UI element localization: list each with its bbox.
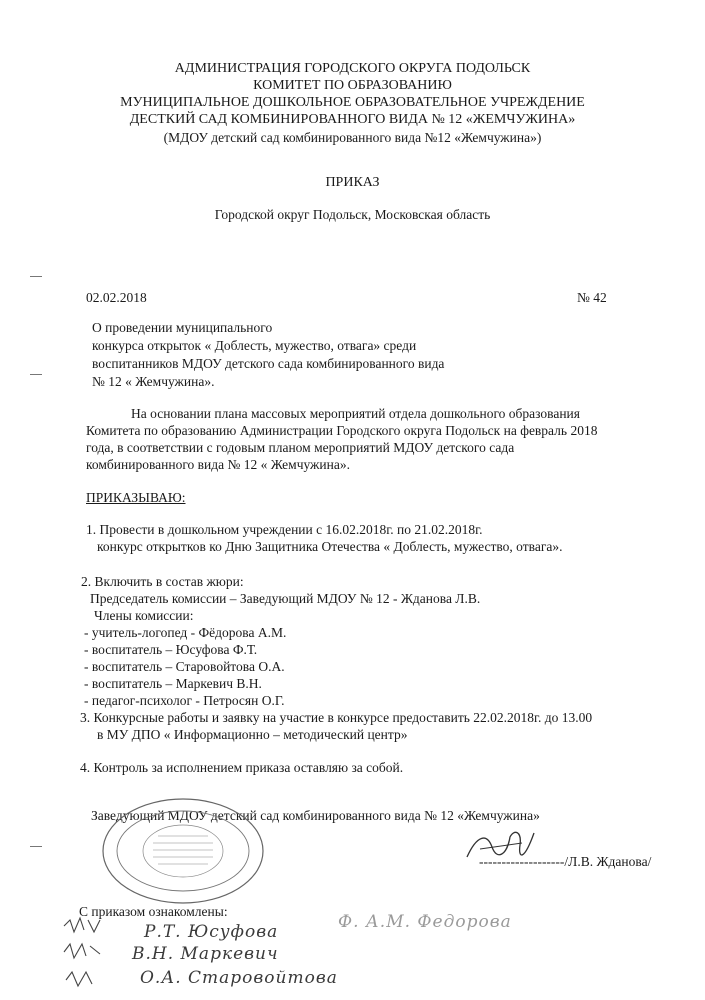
handwritten-signature-4: Ф. А.М. Федорова xyxy=(338,912,512,932)
member-4: - воспитатель – Маркевич В.Н. xyxy=(84,676,262,691)
header-line-3: МУНИЦИПАЛЬНОЕ ДОШКОЛЬНОЕ ОБРАЗОВАТЕЛЬНОЕ УЧРЕЖДЕНИЕ xyxy=(120,95,585,110)
members-label: Члены комиссии: xyxy=(94,608,194,623)
order-date: 02.02.2018 xyxy=(86,290,147,305)
signatory-position: Заведующий МДОУ детский сад комбинированного вида № 12 «Жемчужина» xyxy=(91,808,540,823)
subject-line-1: О проведении муниципального xyxy=(92,320,273,335)
preamble-line-4: комбинированного вида № 12 « Жемчужина». xyxy=(86,457,350,472)
acquainted-label: С приказом ознакомлены: xyxy=(79,904,228,919)
item-1-line-1: 1. Провести в дошкольном учреждении с 16.02.2018г. по 21.02.2018г. xyxy=(86,522,483,537)
item-3-line-1: 3. Конкурсные работы и заявку на участие в конкурсе предоставить 22.02.2018г. до 13.00 xyxy=(80,710,593,725)
item-3-line-2: в МУ ДПО « Информационно – методический центр» xyxy=(97,727,408,742)
initials-scribble-icon xyxy=(60,914,110,994)
subject-line-4: № 12 « Жемчужина». xyxy=(92,374,215,389)
location: Городской округ Подольск, Московская область xyxy=(214,207,491,222)
member-2: - воспитатель – Юсуфова Ф.Т. xyxy=(84,642,258,657)
subject-line-3: воспитанников МДОУ детского сада комбинированного вида xyxy=(92,356,445,371)
document-type: ПРИКАЗ xyxy=(325,175,380,190)
item-1-line-2: конкурс открытков ко Дню Защитника Отечества « Доблесть, мужество, отвага». xyxy=(97,539,563,554)
order-word: ПРИКАЗЫВАЮ: xyxy=(86,490,186,505)
preamble-line-2: Комитета по образованию Администрации Городского округа Подольск на февраль 2018 xyxy=(86,423,598,438)
member-1: - учитель-логопед - Фёдорова А.М. xyxy=(84,625,287,640)
header-line-2: КОМИТЕТ ПО ОБРАЗОВАНИЮ xyxy=(253,78,452,93)
header-line-5: (МДОУ детский сад комбинированного вида №12 «Жемчужина») xyxy=(163,130,542,145)
scan-mark xyxy=(30,276,42,277)
order-number: № 42 xyxy=(577,290,607,305)
member-3: - воспитатель – Старовойтова О.А. xyxy=(84,659,285,674)
director-signature-icon xyxy=(462,825,542,870)
member-5: - педагог-психолог - Петросян О.Г. xyxy=(84,693,285,708)
handwritten-signature-1: Р.Т. Юсуфова xyxy=(144,922,279,942)
header-line-1: АДМИНИСТРАЦИЯ ГОРОДСКОГО ОКРУГА ПОДОЛЬСК xyxy=(174,61,531,76)
handwritten-signature-3: О.А. Старовойтова xyxy=(140,968,338,988)
jury-chair: Председатель комиссии – Заведующий МДОУ № 12 - Жданова Л.В. xyxy=(90,591,481,606)
header-line-4: ДЕСТКИЙ САД КОМБИНИРОВАННОГО ВИДА № 12 «ЖЕМЧУЖИНА» xyxy=(129,112,576,127)
item-2-title: 2. Включить в состав жюри: xyxy=(81,574,244,589)
subject-line-2: конкурса открыток « Доблесть, мужество, отвага» среди xyxy=(92,338,417,353)
signature-line: -------------------/Л.В. Жданова/ xyxy=(479,854,652,869)
handwritten-signature-2: В.Н. Маркевич xyxy=(132,944,279,964)
preamble-line-3: года, в соответствии с годовым планом мероприятий МДОУ детского сада xyxy=(86,440,515,455)
item-4: 4. Контроль за исполнением приказа оставляю за собой. xyxy=(80,760,404,775)
official-stamp xyxy=(98,796,268,906)
scan-mark xyxy=(30,374,42,375)
scan-mark xyxy=(30,846,42,847)
preamble-line-1: На основании плана массовых мероприятий отдела дошкольного образования xyxy=(131,406,580,421)
